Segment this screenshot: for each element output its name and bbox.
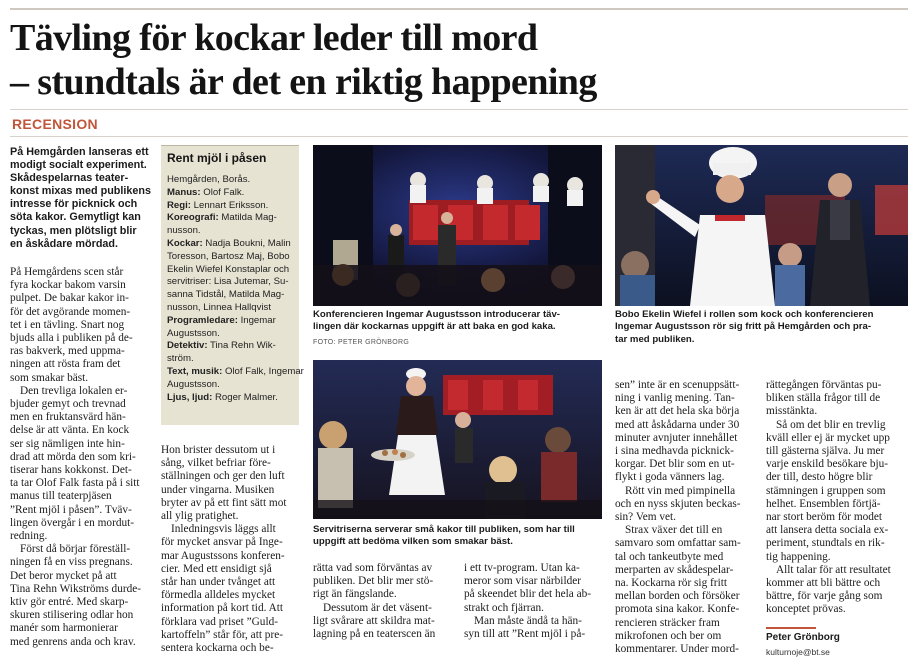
body-line: pulpet. De bakar kakor in-: [10, 292, 129, 305]
body-line: korgar. Det blir som en ut-: [615, 458, 735, 471]
fact-box-line: [167, 315, 293, 328]
caption-line: Servitriserna serverar små kakor till publiken, som har till: [313, 524, 575, 535]
body-line: kommentarer. Under mord-: [615, 643, 739, 656]
body-line: rencieren sträcker fram: [615, 616, 720, 629]
body-line: na. Kockarna rör sig fritt: [615, 577, 727, 590]
body-line: ser sig nämligen inte hin-: [10, 437, 125, 450]
byline-email: kulturnoje@bt.se: [766, 647, 830, 657]
ingress-line: tyckas, men plötsligt blir: [10, 224, 137, 237]
headline-line-1: Tävling för kockar leder till mord: [10, 17, 538, 59]
body-line: för det avgörande momen-: [10, 305, 131, 318]
byline-name: Peter Grönborg: [766, 632, 840, 643]
caption-line: lingen där kockarnas uppgift är att baka en god kaka.: [313, 321, 556, 333]
caption-line: Ingemar Augustsson rör sig fritt på Hemgården och pra-: [615, 321, 872, 333]
fact-box-line: [167, 212, 293, 225]
ingress-line: konst mixas med publikens: [10, 185, 152, 198]
fact-box-line: [167, 276, 293, 289]
fact-box-text: nusson.: [167, 225, 201, 237]
body-line: all ylig pratighet.: [161, 510, 239, 523]
body-line: bättre, för varje gång som: [766, 590, 883, 603]
body-column-2: [161, 444, 301, 655]
fact-box-text: Hemgården, Borås.: [167, 174, 251, 185]
byline-rule: [766, 627, 816, 629]
body-line: sin? Vem vet.: [615, 511, 676, 524]
caption-line: Konferencieren Ingemar Augustsson introducerar täv-: [313, 309, 561, 320]
photo-chef-image: [615, 145, 908, 306]
body-line: merparten av skådespelar-: [615, 563, 734, 576]
body-line: publiken. Det blir mer stö-: [313, 575, 434, 588]
body-line: med att åskådarna under 30: [615, 418, 740, 431]
body-line: förklara vad priset ”Guld-: [161, 615, 279, 628]
body-line: flykt i goda vänners lag.: [615, 471, 725, 484]
caption-line: tar med publiken.: [615, 333, 695, 345]
body-line: promota sina kakor. Konfe-: [615, 603, 740, 616]
fact-box-label: Manus:: [167, 186, 201, 198]
photo-waitresses: [313, 360, 602, 519]
body-line: ta tar Olof Falk fasta på i sitt: [10, 477, 140, 490]
fact-box-line: [167, 392, 293, 405]
fact-box-line: [167, 251, 293, 264]
ingress-line: söta kakor. Gemytligt kan: [10, 211, 141, 224]
body-line: till gästerna själva. Ju mer: [766, 445, 885, 458]
body-line: manér som harmonierar: [10, 622, 118, 635]
body-line: rättegången förväntas pu-: [766, 379, 882, 391]
fact-box-line: [167, 225, 293, 238]
photo-chef-caption: [615, 309, 910, 346]
fact-box-text: Nadja Boukni, Malin: [202, 237, 291, 249]
body-line: att lansera detta sociala ex-: [766, 524, 889, 537]
body-line: mikrofonen och ber om: [615, 629, 722, 642]
body-line: står han under tvånget att: [161, 576, 276, 589]
body-line: helhet. Ensemblen förtjä-: [766, 497, 881, 510]
body-line: ”Rent mjöl i påsen”. Tväv-: [10, 503, 132, 516]
body-line: sentera kockarna och be-: [161, 642, 274, 655]
body-line: tal och tankeutbyte med: [615, 550, 724, 563]
body-line: cier. Med ett ensidigt sjå: [161, 562, 272, 575]
fact-box-label: Kockar:: [167, 237, 203, 249]
body-line: delse är att vänta. En kock: [10, 424, 130, 437]
body-line: varje enskild besökare bju-: [766, 458, 889, 471]
body-line: Strax växer det till en: [625, 524, 723, 537]
fact-box: [161, 145, 304, 425]
fact-box-text: servitriser: Lisa Jutemar, Su-: [167, 276, 289, 288]
ingress: [10, 146, 152, 251]
body-line: ningen att rösta fram det: [10, 358, 121, 371]
body-column-4: [464, 562, 604, 641]
fact-box-line: [167, 187, 293, 200]
fact-box-line: [167, 289, 293, 302]
fact-box-line: [167, 340, 293, 353]
body-line: ningen få en viss pregnans.: [10, 556, 133, 569]
body-line: Den trevliga lokalen er-: [20, 384, 128, 397]
fact-box-text: Lennart Eriksson.: [190, 199, 269, 211]
fact-box-lines: [167, 174, 304, 404]
body-line: misstänkta.: [766, 405, 818, 418]
body-line: rätta vad som förväntas av: [313, 562, 433, 574]
photo-stage-image: [313, 145, 602, 306]
body-line: nar stort beröm för modet: [766, 511, 883, 524]
body-line: bryter av på ett fint sätt mot: [161, 496, 287, 509]
body-line: kartoffeln” står för, att pre-: [161, 628, 283, 641]
body-line: på skeendet blir det hela ab-: [464, 588, 592, 601]
photo-waitresses-image: [313, 360, 602, 519]
body-column-3: [313, 562, 453, 641]
fact-box-line: [167, 365, 304, 379]
body-line: periment, stundtals en rik-: [766, 537, 885, 550]
body-line: tig happening.: [766, 550, 831, 563]
body-line: konceptet prövas.: [766, 603, 846, 616]
body-line: minuter avnjuter innehållet: [615, 431, 738, 444]
fact-box-text: Ingemar: [237, 314, 276, 326]
ingress-line: en åskådare mördad.: [10, 237, 119, 250]
body-line: men en fruktansvärd hän-: [10, 411, 126, 424]
body-line: mellan borden och försöker: [615, 590, 740, 603]
body-line: sång, vilket befriar före-: [161, 457, 271, 470]
ingress-line: intresse för picknick och: [10, 198, 138, 211]
body-line: På Hemgårdens scen står: [10, 266, 124, 278]
fact-box-title: Rent mjöl i påsen: [167, 151, 267, 165]
body-line: syn till att ”Rent mjöl i på-: [464, 628, 586, 641]
body-line: sen” inte är en scenuppsätt-: [615, 379, 740, 391]
fact-box-text: Toresson, Bartosz Maj, Bobo: [167, 250, 290, 262]
fact-box-text: Matilda Mag-: [218, 212, 277, 224]
kicker-rule-top: [10, 109, 908, 110]
body-line: kommer att bli bättre och: [766, 577, 881, 590]
body-line: som smakar bäst.: [10, 371, 89, 384]
body-line: Tina Rehn Wikströms durde-: [10, 582, 142, 595]
body-line: bjuds alla i publiken på de-: [10, 332, 133, 345]
body-line: der till, desto högre blir: [766, 471, 873, 484]
body-line: Det beror mycket på att: [10, 569, 117, 582]
photo-chef: [615, 145, 908, 306]
caption-line: uppgift att bedöma vilken som smakar bäst.: [313, 536, 513, 548]
fact-box-label: Koreografi:: [167, 212, 219, 224]
body-line: Man måste ändå ta hän-: [474, 614, 582, 627]
fact-box-label: Programledare:: [167, 314, 238, 326]
body-line: ning i vanlig mening. Tan-: [615, 392, 735, 405]
body-line: Dessutom är det väsent-: [323, 601, 432, 614]
body-line: bjuder gemyt och trevnad: [10, 398, 126, 411]
section-kicker: RECENSION: [12, 116, 98, 132]
fact-box-line: [167, 238, 293, 251]
fact-box-label: Regi:: [167, 199, 191, 211]
body-column-1: [10, 266, 152, 649]
fact-box-text: Ekelin Wiefel Konstaplar och: [167, 263, 290, 275]
body-line: ktiv gör entré. Med skarp-: [10, 596, 129, 609]
body-line: Så om det blir en trevlig: [776, 418, 886, 431]
fact-box-line: [167, 353, 293, 366]
body-line: manus till teaterpjäsen: [10, 490, 112, 503]
fact-box-label: Ljus, ljud:: [167, 391, 213, 403]
body-line: stämningen i gruppen som: [766, 484, 886, 497]
kicker-rule-bottom: [10, 136, 908, 137]
fact-box-line: [167, 328, 293, 341]
fact-box-text: Olof Falk.: [200, 186, 245, 198]
fact-box-text: Augustsson.: [167, 378, 220, 390]
body-line: drad att mörda den som kri-: [10, 450, 136, 463]
fact-box-line: [167, 264, 293, 277]
body-line: ligt svårare att skildra mat-: [313, 614, 435, 627]
body-line: Rött vin med pimpinella: [625, 484, 736, 497]
body-line: mar Augustssons konferen-: [161, 549, 285, 562]
body-line: ställningen och ger den luft: [161, 470, 285, 483]
body-line: bliken ställa frågor till de: [766, 392, 881, 405]
photo-stage: [313, 145, 602, 306]
caption-line: Bobo Ekelin Wiefel i rollen som kock och konferencieren: [615, 309, 874, 320]
fact-box-text: ström.: [167, 353, 194, 365]
headline-line-2: – stundtals är det en riktig happening: [10, 61, 597, 103]
body-line: med genrens anda och krav.: [10, 635, 136, 648]
body-line: för mycket ansvar på Inge-: [161, 536, 283, 549]
body-line: strakt och fjärran.: [464, 601, 544, 614]
body-line: Allt talar för att resultatet: [776, 563, 891, 576]
body-column-6: [766, 379, 908, 617]
body-line: rigt än fängslande.: [313, 588, 397, 601]
body-line: ken är att det hela ska börja: [615, 405, 740, 418]
body-line: lagning på en teaterscen än: [313, 628, 436, 641]
body-line: i sina medhavda picknick-: [615, 445, 734, 458]
body-line: Hon brister dessutom ut i: [161, 444, 276, 456]
fact-box-text: Roger Malmer.: [212, 391, 278, 403]
body-line: meror som visar närbilder: [464, 575, 582, 588]
top-rule: [10, 8, 908, 10]
fact-box-text: Tina Rehn Wik-: [207, 340, 276, 352]
fact-box-line: [167, 379, 293, 392]
body-line: och en nyss skjuten beckas-: [615, 497, 741, 510]
body-line: redning.: [10, 530, 48, 543]
fact-box-label: Detektiv:: [167, 340, 208, 352]
photo-waitresses-caption: [313, 524, 603, 549]
body-line: tiserar hans kokkonst. Det-: [10, 464, 132, 477]
body-line: under vingarna. Musiken: [161, 483, 275, 496]
fact-box-text: Augustsson.: [167, 327, 220, 339]
body-line: Först då börjar föreställ-: [20, 543, 131, 556]
body-line: ras bakverk, med uppma-: [10, 345, 125, 358]
body-line: kväll eller ej är mycket upp: [766, 431, 890, 444]
ingress-line: Skådespelarnas teater-: [10, 172, 129, 185]
fact-box-text: sanna Tidstål, Matilda Mag-: [167, 289, 285, 301]
body-line: samvaro som omfattar sam-: [615, 537, 741, 550]
body-line: information på kort tid. Att: [161, 602, 284, 615]
fact-box-label: Text, musik:: [167, 365, 223, 377]
fact-box-line: [167, 200, 293, 213]
body-line: fyra kockar bakom varsin: [10, 279, 126, 292]
body-column-5: [615, 379, 755, 656]
ingress-line: modigt socialt experiment.: [10, 159, 147, 172]
body-line: lingen övergår i en mordut-: [10, 516, 135, 529]
body-line: i ett tv-program. Utan ka-: [464, 562, 580, 574]
body-line: skuren stilisering odlar hon: [10, 609, 134, 622]
body-line: förmedla alldeles mycket: [161, 589, 276, 602]
fact-box-text: Olof Falk, Ingemar: [222, 365, 304, 377]
body-line: tet i en tävling. Snart nog: [10, 318, 125, 331]
fact-box-text: nusson, Linnea Hallqvist: [167, 301, 271, 313]
fact-box-line: [167, 174, 293, 187]
ingress-line: På Hemgården lanseras ett: [10, 146, 149, 158]
headline: [10, 16, 910, 104]
body-line: Inledningsvis läggs allt: [171, 523, 276, 536]
photo-credit: FOTO: PETER GRÖNBORG: [313, 339, 410, 346]
photo-stage-caption: [313, 309, 603, 334]
fact-box-line: [167, 302, 293, 315]
